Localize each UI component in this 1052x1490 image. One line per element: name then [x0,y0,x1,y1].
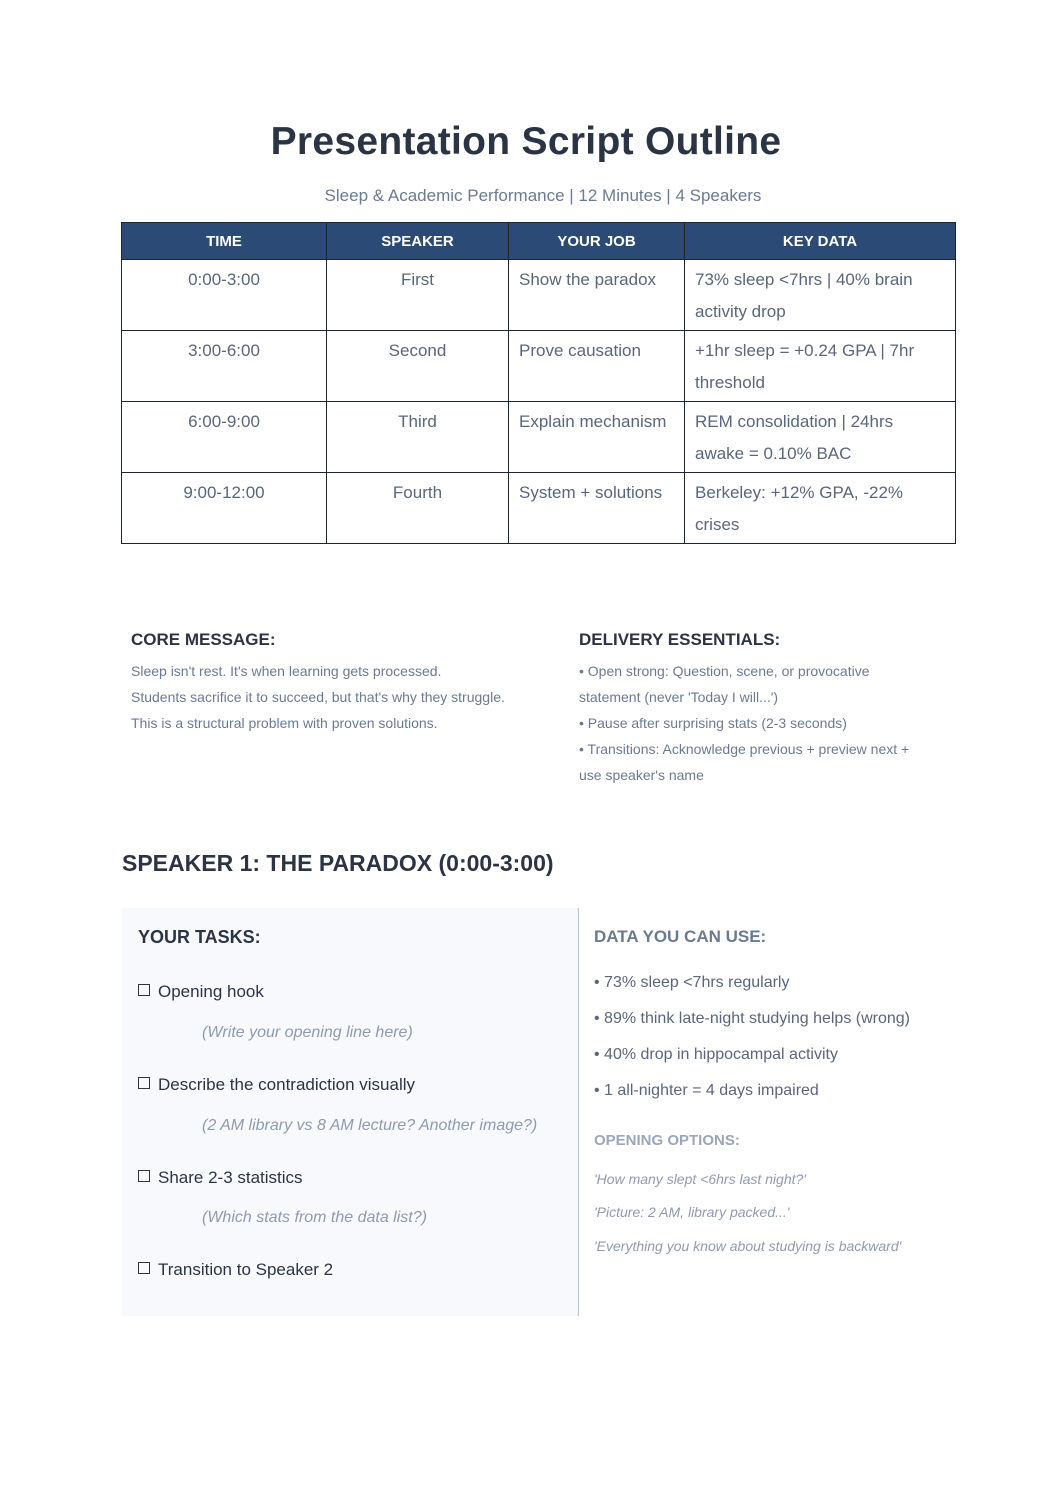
cell-key-data: REM consolidation | 24hrs awake = 0.10% BAC [685,402,956,473]
checkbox-icon[interactable] [138,1077,150,1089]
checkbox-icon[interactable] [138,1262,150,1274]
cell-job: System + solutions [509,473,685,544]
header-your-job: YOUR JOB [509,223,685,260]
cell-speaker: First [327,260,509,331]
delivery-line: • Pause after surprising stats (2-3 seconds) [579,715,847,731]
table-row [122,473,956,544]
delivery-line: statement (never 'Today I will...') [579,689,779,705]
task-item[interactable] [138,982,264,1002]
cell-speaker: Third [327,402,509,473]
task-label: Transition to Speaker 2 [158,1260,334,1279]
opening-options-title: OPENING OPTIONS: [594,1132,740,1149]
cell-key-data: Berkeley: +12% GPA, -22% crises [685,473,956,544]
opening-option: 'Everything you know about studying is backward' [594,1238,902,1254]
opening-option: 'How many slept <6hrs last night?' [594,1171,806,1187]
task-label: Opening hook [158,982,264,1001]
header-time: TIME [122,223,327,260]
tasks-title: YOUR TASKS: [138,927,261,947]
delivery-line: • Transitions: Acknowledge previous + preview next + [579,741,910,757]
cell-key-data: 73% sleep <7hrs | 40% brain activity drop [685,260,956,331]
core-message-line: Sleep isn't rest. It's when learning gets processed. [131,663,442,679]
table-header-row [122,223,956,260]
table-row [122,260,956,331]
cell-speaker: Fourth [327,473,509,544]
data-title: DATA YOU CAN USE: [594,927,767,946]
schedule-table [121,222,956,544]
header-speaker: SPEAKER [327,223,509,260]
data-item: • 73% sleep <7hrs regularly [594,974,790,991]
opening-option: 'Picture: 2 AM, library packed...' [594,1204,790,1220]
task-item[interactable] [138,1168,303,1188]
core-message-line: This is a structural problem with proven solutions. [131,715,438,731]
cell-time: 6:00-9:00 [122,402,327,473]
core-message-line: Students sacrifice it to succeed, but that's why they struggle. [131,689,505,705]
delivery-essentials-section [579,630,949,788]
panel-divider [578,908,579,1316]
table-row [122,402,956,473]
delivery-heading: DELIVERY ESSENTIALS: [579,630,781,649]
cell-time: 9:00-12:00 [122,473,327,544]
cell-speaker: Second [327,331,509,402]
delivery-line: use speaker's name [579,767,704,783]
page-title: Presentation Script Outline [270,120,782,163]
data-item: • 1 all-nighter = 4 days impaired [594,1082,819,1099]
core-message-section [131,630,551,736]
cell-key-data: +1hr sleep = +0.24 GPA | 7hr threshold [685,331,956,402]
core-message-heading: CORE MESSAGE: [131,630,276,649]
tasks-panel [122,908,578,1316]
checkbox-icon[interactable] [138,984,150,996]
task-hint: (Which stats from the data list?) [202,1209,427,1226]
data-item: • 89% think late-night studying helps (wrong) [594,1010,910,1027]
cell-job: Show the paradox [509,260,685,331]
task-item[interactable] [138,1075,415,1095]
data-item: • 40% drop in hippocampal activity [594,1046,838,1063]
task-label: Describe the contradiction visually [158,1075,416,1094]
delivery-line: • Open strong: Question, scene, or provocative [579,663,870,679]
cell-job: Explain mechanism [509,402,685,473]
cell-time: 0:00-3:00 [122,260,327,331]
checkbox-icon[interactable] [138,1170,150,1182]
task-hint: (2 AM library vs 8 AM lecture? Another image?) [202,1117,538,1134]
page-subtitle: Sleep & Academic Performance | 12 Minutes | 4 Speakers [324,186,762,205]
task-item[interactable] [138,1260,333,1280]
header-key-data: KEY DATA [685,223,956,260]
cell-job: Prove causation [509,331,685,402]
speaker-1-heading: SPEAKER 1: THE PARADOX (0:00-3:00) [122,850,554,876]
cell-time: 3:00-6:00 [122,331,327,402]
task-label: Share 2-3 statistics [158,1168,303,1187]
table-row [122,331,956,402]
task-hint: (Write your opening line here) [202,1024,413,1041]
